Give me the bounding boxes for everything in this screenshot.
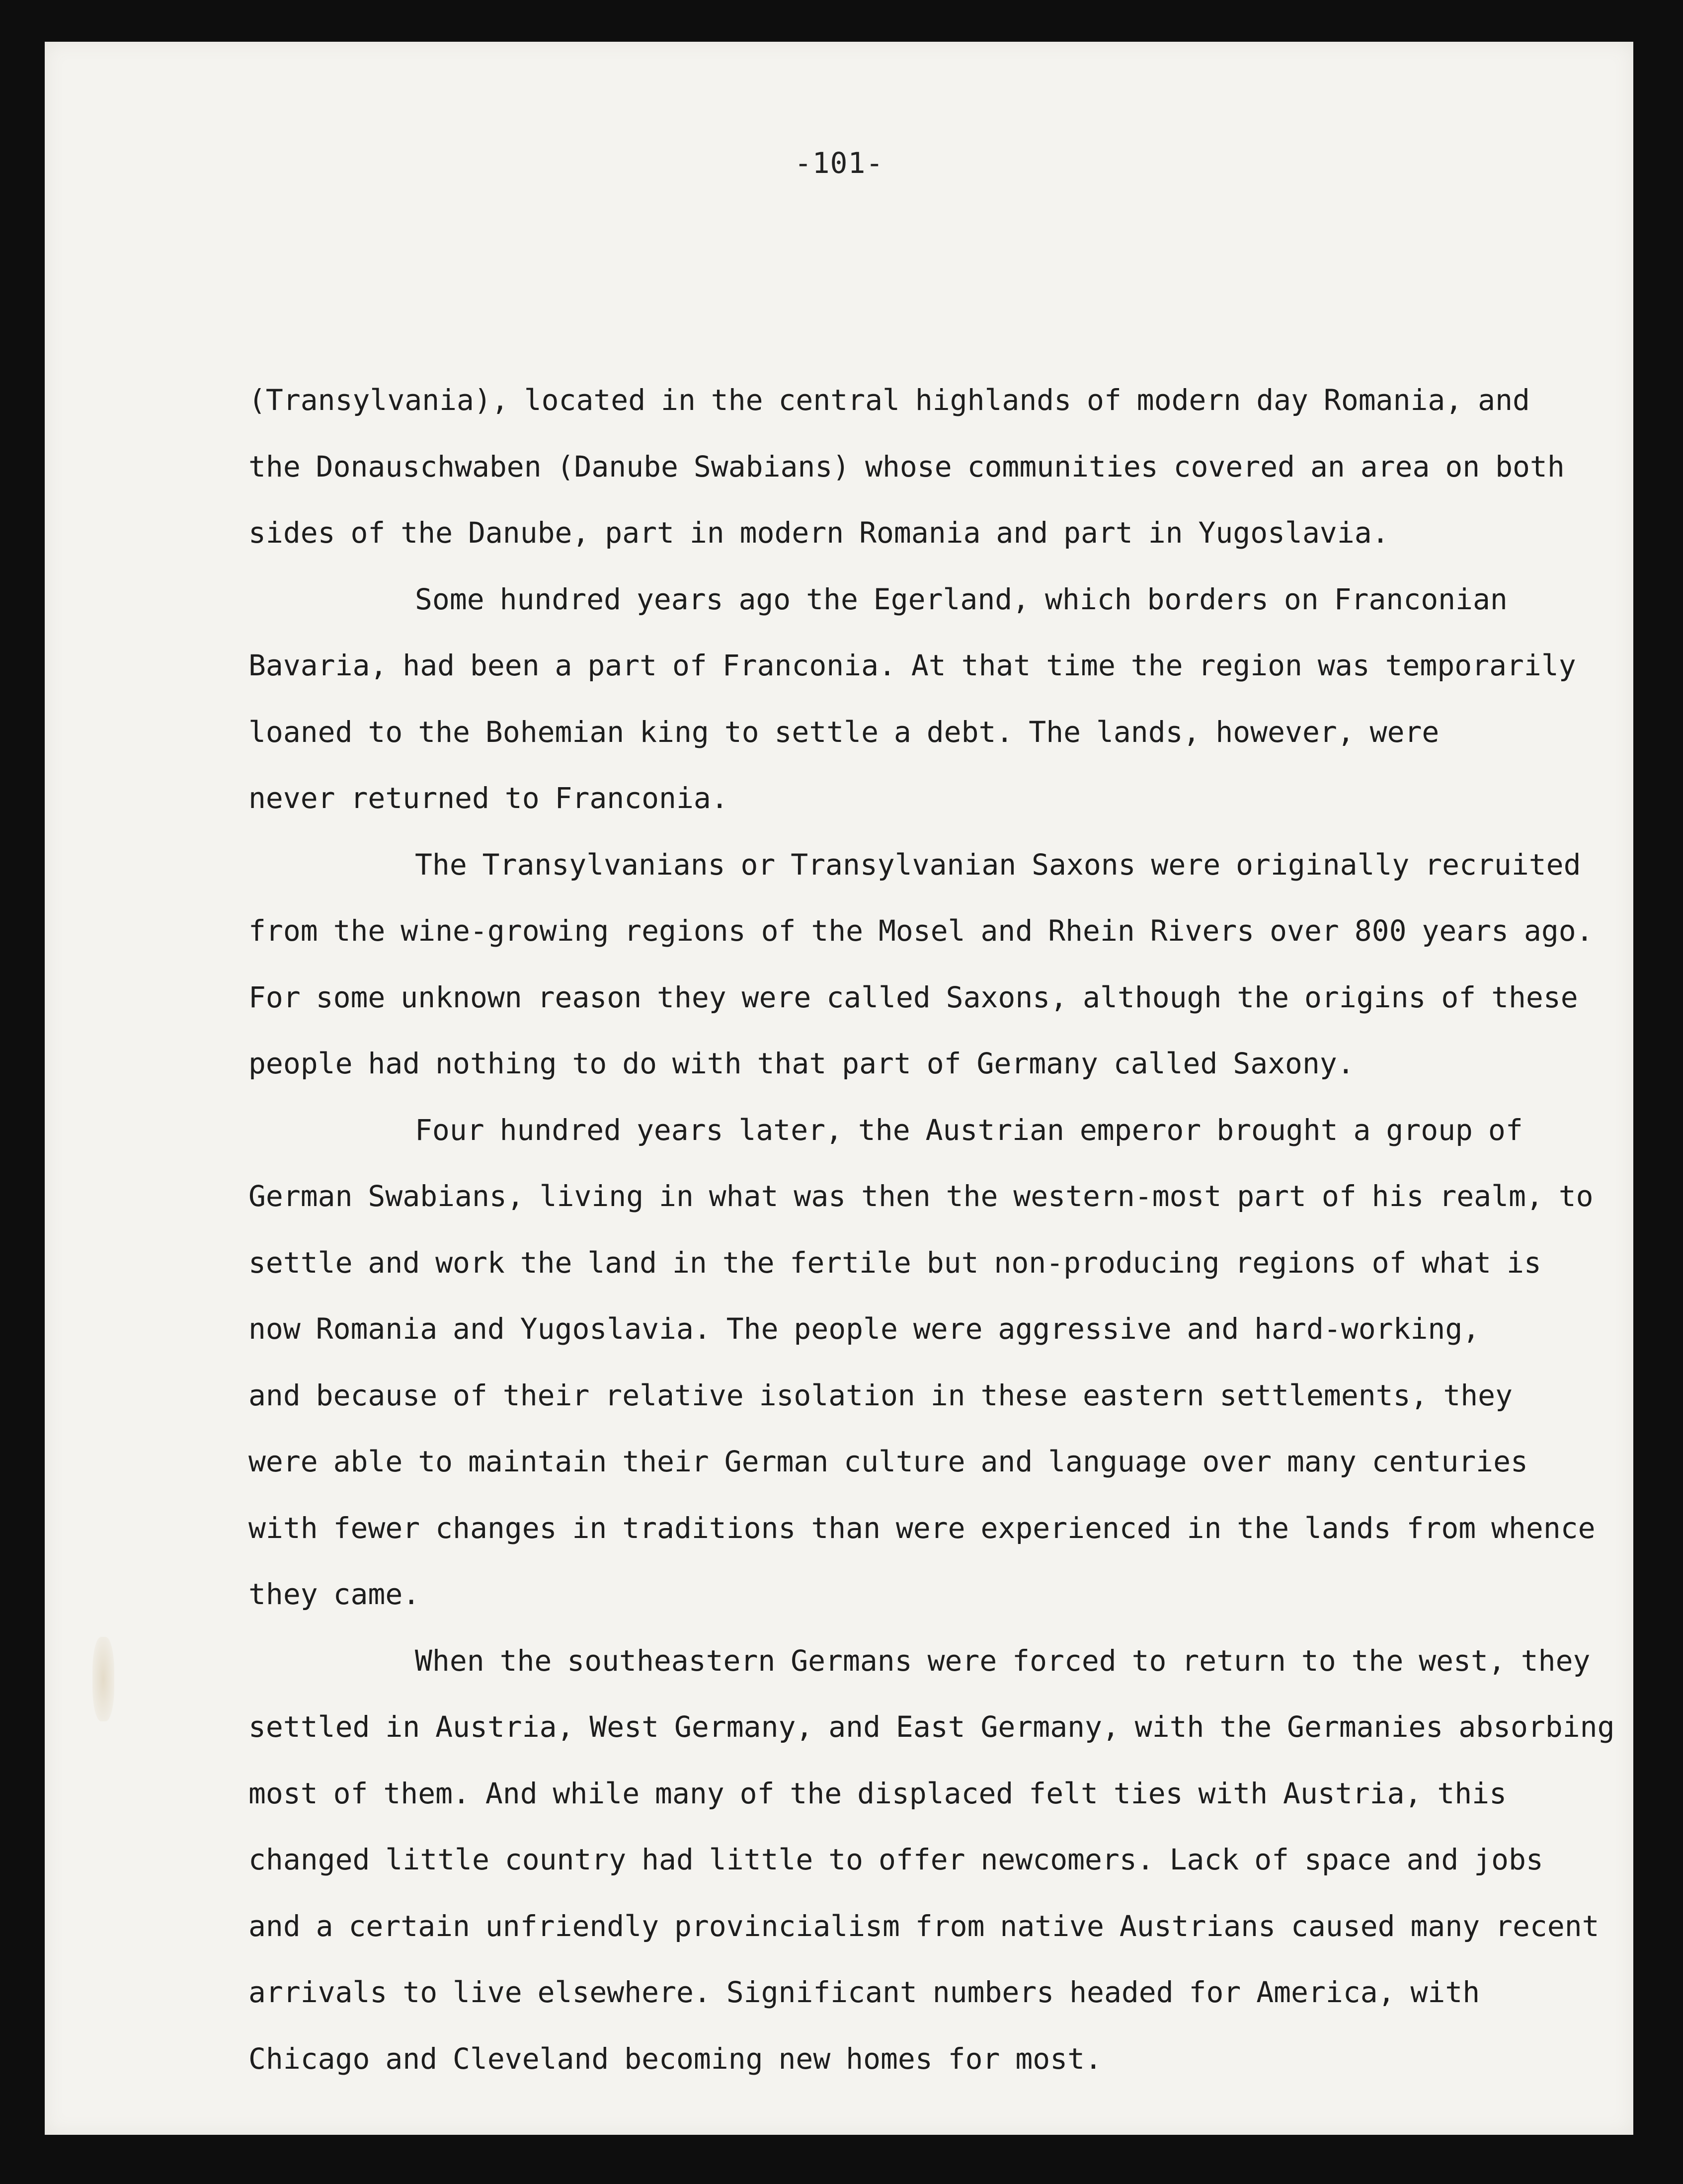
paragraph-first-line: The Transylvanians or Transylvanian Saxons were originally recruited xyxy=(415,847,1581,882)
body-text xyxy=(248,367,1620,2092)
text-line: For some unknown reason they were called Saxons, although the origins of these xyxy=(248,980,1578,1014)
paper-stain xyxy=(92,1637,114,1721)
text-line: changed little country had little to offer newcomers. Lack of space and jobs xyxy=(248,1843,1543,1876)
text-line: German Swabians, living in what was then the western-most part of his realm, to xyxy=(248,1179,1594,1213)
text-line: they came. xyxy=(248,1577,420,1611)
text-line: settle and work the land in the fertile but non-producing regions of what is xyxy=(248,1245,1541,1280)
page-number: -101- xyxy=(794,146,884,180)
text-line: loaned to the Bohemian king to settle a debt. The lands, however, were xyxy=(248,715,1440,749)
text-line: and because of their relative isolation in these eastern settlements, they xyxy=(248,1378,1513,1412)
text-line: Chicago and Cleveland becoming new homes for most. xyxy=(248,2041,1102,2076)
text-line: never returned to Franconia. xyxy=(248,781,728,815)
text-line: with fewer changes in traditions than were experienced in the lands from whence xyxy=(248,1511,1596,1545)
document-page xyxy=(45,42,1633,2135)
text-line: now Romania and Yugoslavia. The people were aggressive and hard-working, xyxy=(248,1312,1480,1346)
text-line: most of them. And while many of the displaced felt ties with Austria, this xyxy=(248,1776,1507,1810)
paragraph-first-line: Some hundred years ago the Egerland, which borders on Franconian xyxy=(415,582,1508,616)
text-line: Bavaria, had been a part of Franconia. At that time the region was temporarily xyxy=(248,648,1576,682)
paragraph-first-line: When the southeastern Germans were forced to return to the west, they xyxy=(415,1643,1591,1678)
text-line: (Transylvania), located in the central highlands of modern day Romania, and xyxy=(248,383,1530,417)
text-line: settled in Austria, West Germany, and East Germany, with the Germanies absorbing xyxy=(248,1710,1615,1744)
text-line: people had nothing to do with that part of Germany called Saxony. xyxy=(248,1047,1355,1080)
text-line: and a certain unfriendly provincialism from native Austrians caused many recent xyxy=(248,1909,1600,1943)
text-line: arrivals to live elsewhere. Significant numbers headed for America, with xyxy=(248,1975,1480,2009)
paragraph-first-line: Four hundred years later, the Austrian emperor brought a group of xyxy=(415,1113,1523,1147)
text-line: were able to maintain their German culture and language over many centuries xyxy=(248,1445,1528,1478)
text-line: the Donauschwaben (Danube Swabians) whose communities covered an area on both xyxy=(248,449,1565,484)
text-line: sides of the Danube, part in modern Romania and part in Yugoslavia. xyxy=(248,516,1389,550)
text-line: from the wine-growing regions of the Mosel and Rhein Rivers over 800 years ago. xyxy=(248,914,1594,948)
